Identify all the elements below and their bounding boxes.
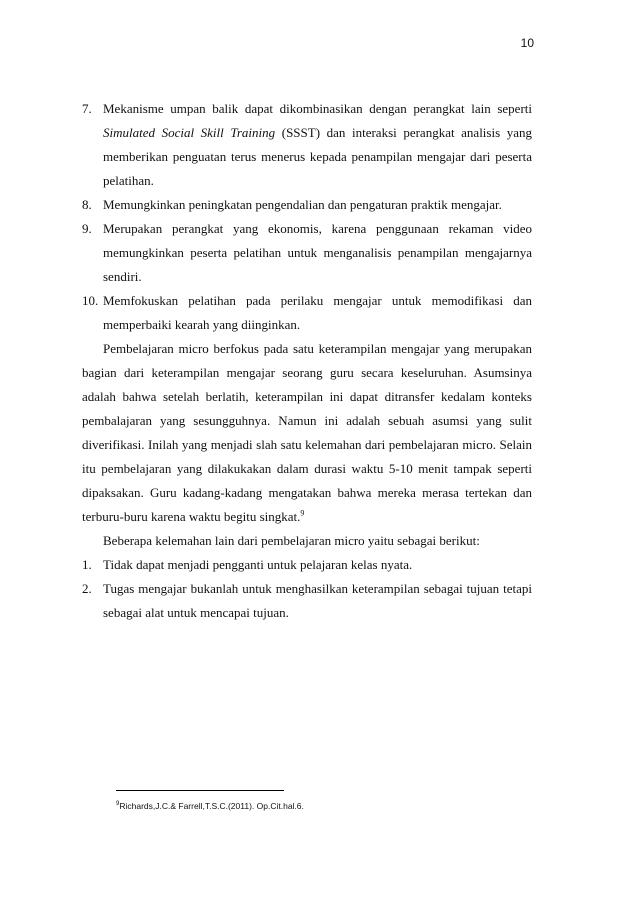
list-item <box>82 577 532 625</box>
list-item <box>82 193 532 217</box>
list-text: Tidak dapat menjadi pengganti untuk pelajaran kelas nyata. <box>103 557 413 572</box>
page-number: 10 <box>520 36 534 50</box>
footnote <box>116 801 304 811</box>
list-number: 7. <box>82 101 92 116</box>
list-item <box>82 217 532 289</box>
list-item <box>82 97 532 193</box>
list-number: 2. <box>82 581 92 596</box>
list-number: 8. <box>82 197 92 212</box>
list-text: Merupakan perangkat yang ekonomis, karena penggunaan rekaman video memungkinkan peserta pelatihan untuk menganalisis penampilan mengajarnya sendiri. <box>103 221 532 284</box>
list-text: Mekanisme umpan balik dapat dikombinasikan dengan perangkat lain seperti Simulated Social Skill Training (SSST) dan interaksi perangkat analisis yang memberikan penguatan terus menerus kepada penampilan mengajar dari peserta pelatihan. <box>103 101 533 188</box>
list-item <box>82 553 532 577</box>
paragraph: Pembelajaran micro berfokus pada satu keterampilan mengajar yang merupakan bagian dari keterampilan mengajar seorang guru secara keseluruhan. Asumsinya adalah bahwa setelah berlatih, keterampilan ini dapat ditransfer kedalam konteks pembalajaran yang sesungguhnya. Namun ini adalah sebuah asumsi yang sulit diverifikasi. Inilah yang menjadi slah satu kelemahan dari pembelajaran micro. Selain itu pembelajaran yang dilakukakan dalam durasi waktu 5-10 menit tampak seperti dipaksakan. Guru kadang-kadang mengatakan bahwa mereka merasa tertekan dan terburu-buru karena waktu begitu singkat.$^9$ <box>82 341 532 524</box>
list-number: 10. <box>82 293 99 308</box>
list-item <box>82 289 532 337</box>
footnote-mark: 9 <box>116 801 120 808</box>
list-text: Tugas mengajar bukanlah untuk menghasilkan keterampilan sebagai tujuan tetapi sebagai alat untuk mencapai tujuan. <box>103 581 532 620</box>
footnote-reference: 9 <box>300 508 305 518</box>
body-text <box>82 97 532 625</box>
italic-term: Simulated Social Skill Training <box>103 125 276 140</box>
paragraph: Beberapa kelemahan lain dari pembelajaran micro yaitu sebagai berikut: <box>103 533 480 548</box>
list-text: Memungkinkan peningkatan pengendalian dan pengaturan praktik mengajar. <box>103 197 502 212</box>
list-number: 1. <box>82 557 92 572</box>
footnote-divider <box>116 790 284 791</box>
list-number: 9. <box>82 221 92 236</box>
list-text: Memfokuskan pelatihan pada perilaku mengajar untuk memodifikasi dan memperbaiki kearah yang diinginkan. <box>103 293 532 332</box>
footnote-text: Richards,J.C.& Farrell,T.S.C.(2011). Op.Cit.hal.6. <box>119 801 304 811</box>
